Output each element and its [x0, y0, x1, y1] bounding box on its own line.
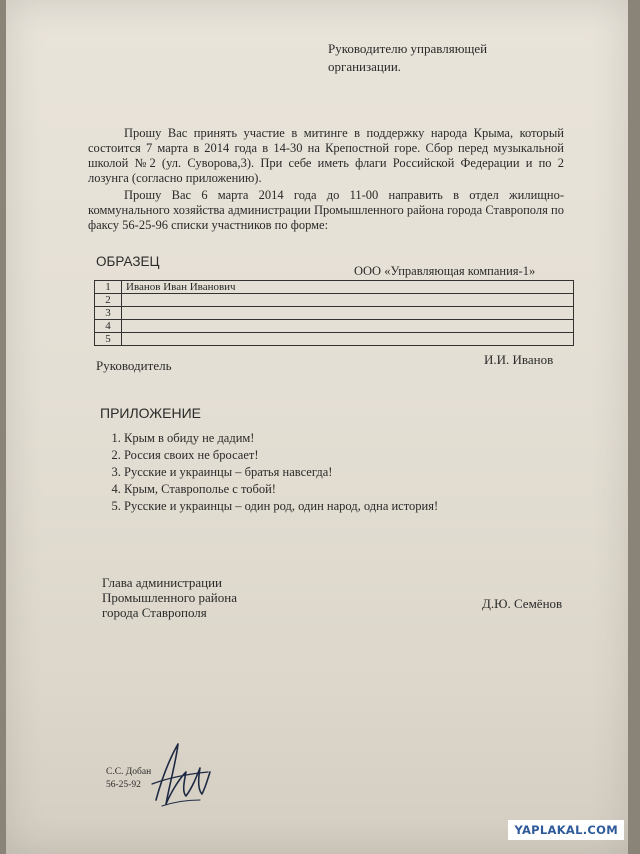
sample-org-name: ООО «Управляющая компания-1» — [354, 264, 536, 278]
participant-name — [122, 333, 574, 346]
request-paragraph-list: Прошу Вас 6 марта 2014 года до 11-00 направить в отдел жилищно-коммунального хозяйства администрации Промышленного района города Ставрополя по факсу 56-25-96 списки участников по форме: — [88, 188, 564, 232]
watermark-badge: YAPLAKAL.COM — [508, 820, 624, 840]
list-item: 3. Русские и украинцы – братья навсегда! — [124, 464, 438, 481]
participant-name — [122, 294, 574, 307]
row-number: 5 — [95, 333, 122, 346]
document-page — [6, 0, 628, 854]
row-number: 2 — [95, 294, 122, 307]
table-row — [95, 333, 574, 346]
addressee-block — [328, 40, 487, 76]
list-item: 5. Русские и украинцы – один род, один народ, одна история! — [124, 498, 438, 515]
signatory-name: Д.Ю. Семёнов — [482, 596, 563, 611]
addressee-line-2: организации. — [328, 59, 402, 74]
signature-icon — [148, 738, 214, 810]
row-number: 1 — [95, 281, 122, 294]
table-row — [95, 281, 574, 294]
row-number: 3 — [95, 307, 122, 320]
table-row — [95, 307, 574, 320]
participant-name: Иванов Иван Иванович — [122, 281, 574, 294]
table-row — [95, 320, 574, 333]
list-item: 2. Россия своих не бросает! — [124, 447, 438, 464]
list-item: 4. Крым, Ставрополье с тобой! — [124, 481, 438, 498]
addressee-line-1: Руководителю управляющей — [328, 41, 488, 56]
appendix-title: ПРИЛОЖЕНИЕ — [100, 405, 202, 421]
request-paragraph-rally: Прошу Вас принять участие в митинге в поддержку народа Крыма, который состоится 7 марта в 2014 года в 14-30 на Крепостной горе. Сбор перед музыкальной школой №2 (ул. Суворова,3). При себе иметь флаги Российской Федерации и по 2 лозунга (согласно приложению). — [88, 126, 564, 185]
sample-label: ОБРАЗЕЦ — [96, 254, 160, 269]
list-item: 1. Крым в обиду не дадим! — [124, 430, 438, 447]
table-row — [95, 294, 574, 307]
participant-name — [122, 320, 574, 333]
slogan-list — [104, 430, 438, 515]
row-number: 4 — [95, 320, 122, 333]
executor-phone: 56-25-92 — [106, 780, 141, 790]
executor-name: С.С. Добан — [106, 767, 152, 777]
participant-name — [122, 307, 574, 320]
sample-director-label: Руководитель — [96, 358, 172, 373]
participants-sample-table — [94, 280, 574, 346]
signatory-title: Глава администрации Промышленного района города Ставрополя — [102, 575, 237, 620]
sample-director-name: И.И. Иванов — [484, 352, 554, 367]
